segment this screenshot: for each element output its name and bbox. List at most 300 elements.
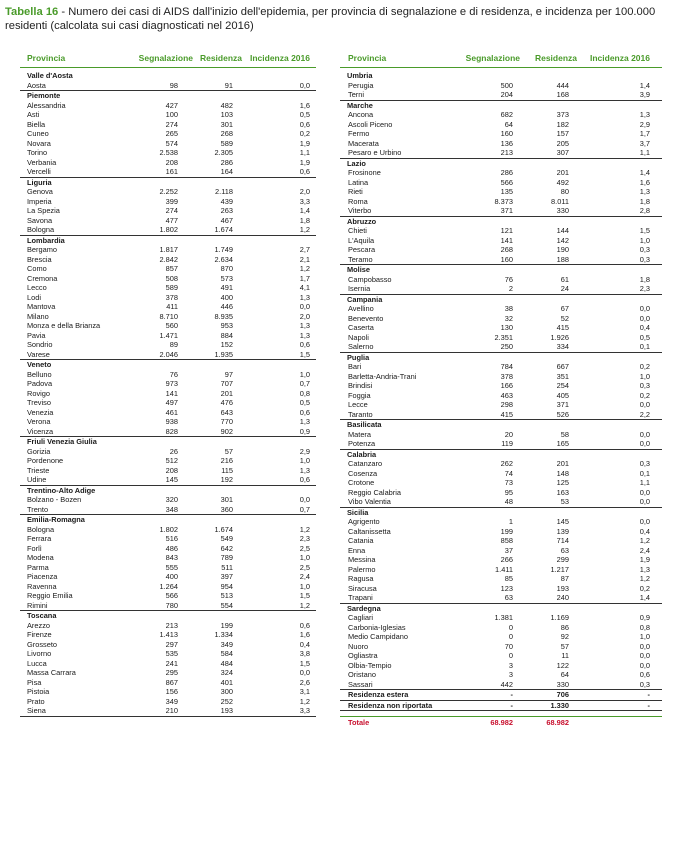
cell-residenza: 24 [560, 284, 569, 293]
cell-segnalazione: 378 [500, 371, 513, 381]
cell-incidenza: 0,2 [639, 390, 650, 400]
cell-segnalazione: 400 [165, 572, 178, 581]
cell-provincia: Campobasso [348, 274, 392, 284]
cell-segnalazione: 780 [165, 600, 178, 610]
cell-segnalazione: 0 [508, 651, 513, 660]
cell-incidenza: 1,2 [299, 225, 310, 234]
cell-residenza: 148 [556, 468, 569, 478]
table-row [20, 216, 316, 226]
cell-segnalazione: 48 [504, 497, 513, 506]
table-row [20, 408, 316, 418]
cell-residenza: 63 [560, 545, 569, 555]
cell-incidenza: 2,5 [299, 543, 310, 553]
table-title [5, 6, 673, 33]
cell-residenza: 1.334 [214, 630, 233, 639]
table-row [20, 225, 316, 236]
cell-segnalazione: 2.351 [494, 332, 513, 342]
cell-provincia: Bolzano - Bozen [27, 495, 82, 504]
table-row [340, 275, 662, 285]
cell-segnalazione: 784 [500, 362, 513, 371]
cell-provincia: Firenze [27, 630, 52, 639]
region-heading: Lombardia [27, 235, 65, 245]
cell-incidenza: 1,5 [639, 226, 650, 235]
cell-residenza: 415 [556, 323, 569, 332]
table-row [20, 456, 316, 466]
cell-incidenza: 1,9 [299, 138, 310, 148]
cell-provincia: Cuneo [27, 129, 49, 138]
cell-incidenza: 1,3 [639, 187, 650, 196]
cell-segnalazione: - [510, 700, 513, 710]
cell-residenza: 286 [220, 157, 233, 167]
cell-segnalazione: 100 [165, 110, 178, 119]
table-row [20, 167, 316, 178]
cell-residenza: 91 [224, 80, 233, 90]
table-row [340, 314, 662, 324]
cell-segnalazione: 250 [500, 342, 513, 351]
cell-provincia: Vicenza [27, 426, 54, 436]
cell-segnalazione: 442 [500, 679, 513, 689]
table-row [340, 623, 662, 633]
cell-segnalazione: 204 [500, 90, 513, 99]
table-row [20, 389, 316, 399]
table-row [340, 574, 662, 584]
table-row [340, 410, 662, 421]
cell-provincia: Piacenza [27, 572, 58, 581]
cell-provincia: Verona [27, 417, 51, 426]
cell-provincia: Ogliastra [348, 651, 378, 660]
cell-residenza: 86 [560, 622, 569, 632]
table-row [20, 582, 316, 592]
cell-provincia: Benevento [348, 313, 384, 323]
table-row [20, 417, 316, 427]
cell-provincia: Asti [27, 110, 40, 119]
cell-residenza: 216 [220, 456, 233, 465]
cell-residenza: 953 [220, 321, 233, 330]
cell-residenza: 643 [220, 407, 233, 417]
cell-incidenza: 1,1 [299, 148, 310, 157]
table-row [340, 304, 662, 314]
cell-residenza: 400 [220, 292, 233, 302]
table-row [20, 659, 316, 669]
cell-incidenza: 0,0 [639, 641, 650, 651]
cell-segnalazione: 574 [165, 138, 178, 148]
table-row [20, 427, 316, 438]
cell-provincia: Potenza [348, 439, 376, 448]
cell-residenza: 870 [220, 264, 233, 273]
region-heading: Friuli Venezia Giulia [27, 437, 97, 446]
cell-incidenza: 1,3 [639, 564, 650, 574]
table-row [340, 187, 662, 197]
cell-segnalazione: 274 [165, 206, 178, 215]
table-row [20, 553, 316, 563]
table-row [20, 321, 316, 331]
cell-provincia: Vercelli [27, 167, 51, 176]
region-heading: Molise [347, 265, 370, 274]
cell-residenza: 52 [560, 313, 569, 323]
cell-residenza: 68.982 [546, 718, 569, 727]
cell-provincia: Rimini [27, 600, 48, 610]
cell-incidenza: 3,9 [639, 90, 650, 99]
cell-segnalazione: 274 [165, 119, 178, 129]
cell-provincia: Latina [348, 177, 369, 187]
cell-provincia: Fermo [348, 129, 370, 138]
cell-residenza: 954 [220, 581, 233, 591]
table-row [340, 680, 662, 691]
cell-segnalazione: 0 [508, 632, 513, 641]
table-row [20, 120, 316, 130]
header-segnalazione: Segnalazione [138, 53, 193, 63]
cell-residenza: 351 [556, 371, 569, 381]
cell-residenza: 770 [220, 417, 233, 426]
table-row [340, 391, 662, 401]
cell-provincia: Massa Carrara [27, 668, 76, 677]
cell-residenza: 301 [220, 119, 233, 129]
cell-provincia: Palermo [348, 564, 376, 574]
table-row [340, 527, 662, 537]
cell-incidenza: 0,0 [299, 302, 310, 311]
table-row [340, 197, 662, 207]
cell-incidenza: 2,4 [639, 545, 650, 555]
cell-residenza: 1.674 [214, 225, 233, 234]
cell-incidenza [569, 717, 650, 727]
table-row [340, 536, 662, 546]
cell-incidenza: 1,2 [299, 696, 310, 706]
cell-residenza: 61 [560, 274, 569, 284]
cell-segnalazione: 1.413 [159, 630, 178, 639]
cell-incidenza: 1,0 [639, 371, 650, 381]
cell-residenza: 163 [556, 487, 569, 497]
table-row [340, 642, 662, 652]
cell-incidenza: 1,0 [299, 456, 310, 465]
cell-provincia: Catania [348, 536, 374, 545]
header-segnalazione: Segnalazione [465, 53, 520, 63]
cell-residenza: 589 [220, 138, 233, 148]
table-row [340, 284, 662, 295]
table-row [340, 400, 662, 410]
table-caption: - Numero dei casi di AIDS dall'inizio dell'epidemia, per provincia di segnalazione e di residenza, e incidenza per 100.000 residenti (calcolata sui casi diagnosticati nel 2016) [5, 6, 656, 32]
cell-segnalazione: 1.802 [159, 524, 178, 534]
cell-residenza: 268 [220, 129, 233, 138]
table-row [20, 621, 316, 631]
cell-incidenza: 3,1 [299, 687, 310, 696]
cell-incidenza: 1,5 [299, 591, 310, 600]
cell-segnalazione: 208 [165, 157, 178, 167]
cell-provincia: Avellino [348, 304, 374, 313]
cell-residenza: 139 [556, 526, 569, 536]
cell-segnalazione: 973 [165, 379, 178, 388]
cell-provincia: Genova [27, 187, 53, 196]
cell-provincia: Trapani [348, 593, 373, 602]
cell-residenza: 667 [556, 362, 569, 371]
table-row [20, 148, 316, 158]
table-row [340, 81, 662, 91]
cell-residenza: 330 [556, 679, 569, 689]
cell-incidenza: 0,0 [639, 517, 650, 526]
table-row [20, 572, 316, 582]
table-row [20, 649, 316, 659]
table-row [340, 362, 662, 372]
cell-residenza: 201 [220, 388, 233, 398]
cell-residenza: 87 [560, 574, 569, 583]
cell-residenza: 549 [220, 534, 233, 543]
cell-provincia: Roma [348, 196, 368, 206]
cell-residenza: 373 [556, 110, 569, 119]
cell-provincia: Viterbo [348, 206, 372, 215]
cell-segnalazione: 486 [165, 543, 178, 553]
cell-incidenza: 2,0 [299, 187, 310, 196]
table-row [20, 139, 316, 149]
region-heading: Basilicata [347, 420, 382, 429]
cell-segnalazione: 828 [165, 426, 178, 436]
cell-residenza: 58 [560, 429, 569, 439]
cell-residenza: 573 [220, 273, 233, 283]
table-row [340, 670, 662, 680]
cell-residenza: 1.749 [214, 245, 233, 254]
cell-segnalazione: 73 [504, 478, 513, 487]
cell-incidenza: 0,1 [639, 342, 650, 351]
table-row [340, 651, 662, 661]
cell-provincia: Napoli [348, 332, 369, 342]
cell-segnalazione: 378 [165, 292, 178, 302]
table-row [20, 630, 316, 640]
cell-segnalazione: 119 [501, 439, 513, 448]
cell-residenza: 484 [220, 658, 233, 668]
cell-provincia: Medio Campidano [348, 632, 408, 641]
table-row [20, 197, 316, 207]
cell-segnalazione: 213 [165, 620, 178, 630]
cell-residenza: 446 [220, 302, 233, 311]
table-row [340, 206, 662, 217]
table-row [340, 139, 662, 149]
table-row [20, 640, 316, 650]
cell-incidenza: - [647, 690, 650, 699]
table-row [20, 466, 316, 476]
cell-segnalazione: 2.252 [159, 187, 178, 196]
header-row [340, 50, 662, 68]
cell-provincia: Livorno [27, 649, 52, 658]
cell-incidenza: 2,5 [299, 562, 310, 572]
cell-segnalazione: 121 [500, 226, 513, 235]
cell-incidenza: 1,5 [299, 349, 310, 359]
cell-incidenza: 0,4 [639, 526, 650, 536]
cell-incidenza: 0,0 [639, 400, 650, 409]
cell-provincia: Salerno [348, 342, 374, 351]
cell-segnalazione: 843 [165, 553, 178, 562]
table-row [340, 245, 662, 255]
cell-provincia: Rovigo [27, 388, 51, 398]
table-row [340, 584, 662, 594]
cell-segnalazione: - [510, 690, 513, 699]
cell-incidenza: 0,5 [299, 110, 310, 119]
cell-residenza: 11 [561, 651, 569, 660]
cell-residenza: 201 [556, 168, 569, 177]
cell-residenza: 300 [220, 687, 233, 696]
cell-segnalazione: 682 [500, 110, 513, 119]
region-heading: Liguria [27, 177, 52, 187]
cell-incidenza: 0,0 [639, 660, 650, 670]
cell-provincia: Modena [27, 553, 54, 562]
cell-incidenza: 0,4 [299, 639, 310, 649]
cell-incidenza: 0,9 [299, 426, 310, 436]
cell-segnalazione: 348 [165, 504, 178, 514]
cell-segnalazione: 8.373 [494, 196, 513, 206]
cell-provincia: Residenza non riportata [348, 700, 433, 710]
cell-residenza: 2.305 [214, 148, 233, 157]
table-row [340, 226, 662, 236]
table-row [20, 398, 316, 408]
cell-provincia: L'Aquila [348, 235, 375, 245]
cell-incidenza: 1,2 [299, 264, 310, 273]
cell-segnalazione: 497 [165, 398, 178, 407]
cell-residenza: 492 [556, 177, 569, 187]
cell-segnalazione: 858 [500, 536, 513, 545]
cell-segnalazione: 136 [500, 138, 513, 148]
cell-segnalazione: 141 [500, 235, 513, 245]
cell-provincia: Frosinone [348, 168, 381, 177]
cell-segnalazione: 160 [500, 254, 513, 264]
cell-incidenza: 1,0 [299, 581, 310, 591]
table-row [340, 593, 662, 604]
cell-provincia: Caserta [348, 323, 374, 332]
cell-residenza: 1.674 [214, 524, 233, 534]
cell-residenza: 8.011 [551, 196, 569, 206]
cell-provincia: Isernia [348, 284, 371, 293]
cell-incidenza: 0,6 [299, 407, 310, 417]
cell-residenza: 397 [220, 572, 233, 581]
cell-segnalazione: 555 [165, 562, 178, 572]
cell-provincia: Ragusa [348, 574, 374, 583]
left-table [20, 50, 316, 717]
cell-provincia: Perugia [348, 80, 374, 90]
cell-provincia: Totale [348, 718, 370, 727]
table-row [20, 245, 316, 255]
cell-residenza: 57 [224, 446, 233, 456]
cell-incidenza: 1,2 [299, 600, 310, 610]
table-row [340, 613, 662, 623]
cell-segnalazione: 1.264 [159, 581, 178, 591]
cell-provincia: Teramo [348, 254, 373, 264]
cell-incidenza: 1,9 [639, 555, 650, 564]
cell-incidenza: 1,3 [299, 417, 310, 426]
cell-provincia: Forlì [27, 543, 42, 553]
table-row [340, 323, 662, 333]
cell-residenza: 1.330 [550, 700, 569, 710]
cell-provincia: Sondrio [27, 340, 53, 349]
cell-incidenza: 1,6 [299, 630, 310, 639]
cell-residenza: 97 [224, 369, 233, 379]
cell-provincia: Udine [27, 475, 47, 484]
cell-residenza: 789 [220, 553, 233, 562]
header-provincia: Provincia [27, 53, 66, 63]
table-row [340, 168, 662, 178]
cell-incidenza: 1,1 [639, 148, 650, 157]
cell-segnalazione: 512 [165, 456, 178, 465]
region-heading: Sicilia [347, 507, 369, 517]
cell-incidenza: 1,5 [299, 658, 310, 668]
table-row [20, 283, 316, 293]
table-row [340, 546, 662, 556]
cell-provincia: Lodi [27, 292, 41, 302]
right-table [340, 50, 662, 727]
table-row [340, 439, 662, 450]
cell-provincia: Pescara [348, 245, 376, 254]
cell-incidenza: 0,2 [639, 583, 650, 593]
table-row [20, 601, 316, 612]
cell-incidenza: 2,7 [299, 245, 310, 254]
cell-residenza: 152 [220, 340, 233, 349]
summary-row [340, 701, 662, 712]
cell-segnalazione: 371 [500, 206, 513, 215]
cell-incidenza: 0,8 [639, 622, 650, 632]
cell-residenza: 122 [556, 660, 569, 670]
cell-segnalazione: 535 [165, 649, 178, 658]
cell-residenza: 103 [220, 110, 233, 119]
cell-provincia: Lecce [348, 400, 368, 409]
cell-incidenza: 3,3 [299, 196, 310, 206]
cell-provincia: Cosenza [348, 468, 378, 478]
header-incidenza: Incidenza 2016 [589, 53, 650, 63]
cell-segnalazione: 399 [165, 196, 178, 206]
cell-residenza: 714 [556, 536, 569, 545]
cell-residenza: 240 [556, 593, 569, 602]
cell-segnalazione: 463 [500, 390, 513, 400]
table-row [20, 447, 316, 457]
cell-incidenza: 0,0 [299, 495, 310, 504]
cell-incidenza: 1,7 [639, 129, 650, 138]
table-row [20, 534, 316, 544]
cell-segnalazione: 266 [500, 555, 513, 564]
table-number: Tabella 16 [5, 6, 59, 18]
cell-segnalazione: 2 [508, 284, 513, 293]
cell-provincia: Enna [348, 545, 366, 555]
table-row [20, 312, 316, 322]
table-row [340, 478, 662, 488]
cell-incidenza: 2,3 [299, 534, 310, 543]
cell-provincia: Pordenone [27, 456, 64, 465]
cell-provincia: Trieste [27, 465, 50, 475]
table-row [20, 706, 316, 717]
cell-segnalazione: 1.471 [159, 330, 178, 340]
table-row [20, 340, 316, 350]
table-row [340, 381, 662, 391]
region-heading: Abruzzo [347, 216, 377, 226]
region-heading: Toscana [27, 611, 57, 620]
cell-residenza: 299 [556, 555, 569, 564]
table-row [20, 101, 316, 111]
cell-provincia: Lecco [27, 283, 47, 292]
cell-incidenza: 1,8 [639, 196, 650, 206]
cell-incidenza: 1,2 [639, 536, 650, 545]
cell-segnalazione: 166 [500, 381, 513, 390]
cell-provincia: Caltanissetta [348, 526, 391, 536]
cell-provincia: Agrigento [348, 517, 380, 526]
cell-residenza: 482 [220, 100, 233, 110]
cell-incidenza: 2,9 [299, 446, 310, 456]
cell-residenza: 1.169 [550, 613, 569, 622]
cell-segnalazione: 1.411 [495, 564, 513, 574]
cell-incidenza: 1,4 [639, 168, 650, 177]
summary-row [340, 690, 662, 701]
region-heading: Puglia [347, 352, 370, 362]
table-row [20, 563, 316, 573]
cell-incidenza: 2,1 [299, 254, 310, 264]
cell-segnalazione: 161 [165, 167, 178, 176]
cell-provincia: Reggio Calabria [348, 487, 401, 497]
cell-segnalazione: 477 [165, 215, 178, 225]
cell-provincia: Siena [27, 706, 46, 715]
cell-segnalazione: 145 [165, 475, 178, 484]
cell-provincia: Ascoli Piceno [348, 119, 393, 129]
